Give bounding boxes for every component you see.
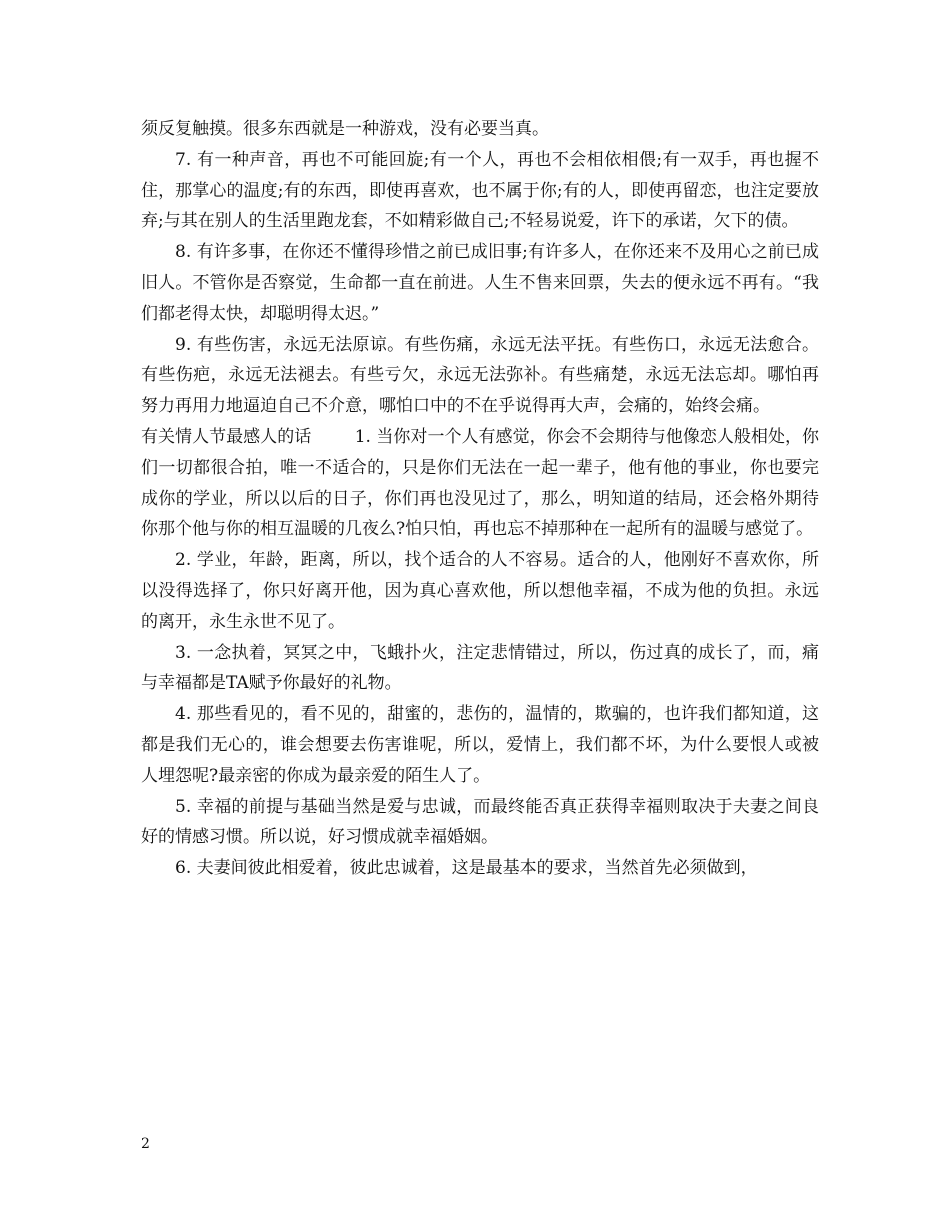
paragraph-item-7: 7. 有一种声音，再也不可能回旋;有一个人，再也不会相依相偎;有一双手，再也握不住，那掌心的温度;有的东西，即使再喜欢，也不属于你;有的人，即使再留恋，也注定要放弃;与其在别人的生活里跑龙套，不如精彩做自己;不轻易说爱，许下的承诺，欠下的债。	[141, 149, 819, 232]
paragraph-item-2: 2. 学业，年龄，距离，所以，找个适合的人不容易。适合的人，他刚好不喜欢你，所以没得选择了，你只好离开他，因为真心喜欢他，所以想他幸福，不成为他的负担。永远的离开，永生永世不见了。	[141, 550, 819, 632]
paragraph-item-1: 1. 当你对一个人有感觉，你会不会期待与他像恋人般相处，你们一切都很合拍，唯一不适合的，只是你们无法在一起一辈子，他有他的事业，你也要完成你的学业，所以以后的日子，你们再也没见过了，那么，明知道的结局，还会格外期待你那个他与你的相互温暖的几夜么?怕只怕，再也忘不掉那种在一起所有的温暖与感觉了。	[141, 426, 820, 540]
paragraph-item-5: 5. 幸福的前提与基础当然是爱与忠诚，而最终能否真正获得幸福则取决于夫妻之间良好的情感习惯。所以说，好习惯成就幸福婚姻。	[141, 796, 819, 848]
document-body	[141, 114, 819, 884]
paragraph-section-start	[141, 422, 819, 545]
paragraph-item-6: 6. 夫妻间彼此相爱着，彼此忠诚着，这是最基本的要求，当然首先必须做到，	[175, 858, 758, 879]
paragraph-item-9: 9. 有些伤害，永远无法原谅。有些伤痛，永远无法平抚。有些伤口，永远无法愈合。有些伤疤，永远无法褪去。有些亏欠，永远无法弥补。有些痛楚，永远无法忘却。哪怕再努力再用力地逼迫自己不介意，哪怕口中的不在乎说得再大声，会痛的，始终会痛。	[141, 334, 819, 417]
section-heading: 有关情人节最感人的话	[141, 426, 312, 447]
paragraph-continuation: 须反复触摸。很多东西就是一种游戏，没有必要当真。	[141, 119, 549, 139]
paragraph-item-3: 3. 一念执着，冥冥之中，飞蛾扑火，注定悲情错过，所以，伤过真的成长了，而，痛与幸福都是TA赋予你最好的礼物。	[141, 642, 819, 694]
page-number: 2	[141, 1136, 150, 1152]
paragraph-item-4: 4. 那些看见的，看不见的，甜蜜的，悲伤的，温情的，欺骗的，也许我们都知道，这都是我们无心的，谁会想要去伤害谁呢，所以，爱情上，我们都不坏，为什么要恨人或被人埋怨呢?最亲密的你成为最亲爱的陌生人了。	[141, 704, 819, 786]
heading-gap	[311, 427, 354, 447]
paragraph-item-8: 8. 有许多事，在你还不懂得珍惜之前已成旧事;有许多人，在你还来不及用心之前已成旧人。不管你是否察觉，生命都一直在前进。人生不售来回票，失去的便永远不再有。“我们都老得太快，却聪明得太迟。”	[141, 242, 819, 324]
